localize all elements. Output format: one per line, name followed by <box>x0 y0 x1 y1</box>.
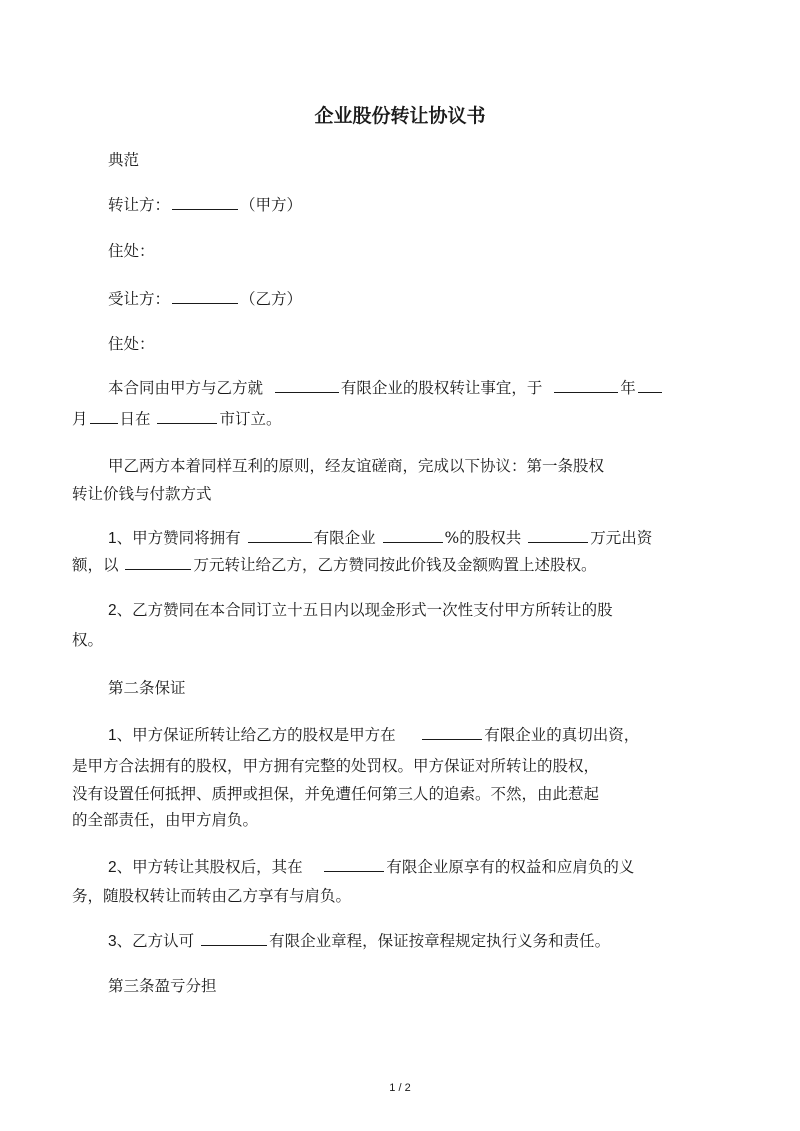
transferee-blank <box>172 288 238 304</box>
clause-text: 乙方赞同在本合同订立十五日内以现金形式一次性支付甲方所转让的股 <box>132 601 613 619</box>
day-blank <box>90 408 118 424</box>
art2-item2-line-2: 务，随股权转让而转由乙方享有与肩负。 <box>72 887 352 905</box>
transferor-address: 住处： <box>108 242 155 260</box>
company-blank <box>275 377 339 393</box>
item-number: 2、 <box>108 602 133 619</box>
consult-line-1: 甲乙两方本着同样互利的原则，经友谊磋商，完成以下协议：第一条股权 <box>108 457 605 475</box>
company-blank <box>422 724 482 740</box>
clause-text: 乙方认可 <box>132 932 195 950</box>
clause-text: 甲方转让其股权后，其在 <box>132 858 303 876</box>
consult-line-2: 转让价钱与付款方式 <box>72 485 212 503</box>
intro-line-2 <box>72 408 281 429</box>
price-blank <box>125 554 191 570</box>
page-indicator: 1 / 2 <box>389 1082 411 1094</box>
art2-item1-line-2: 是甲方合法拥有的股权，甲方拥有完整的处罚权。甲方保证对所转让的股权， <box>72 757 600 775</box>
article-3-heading: 第三条盈亏分担 <box>108 977 217 995</box>
article-2-heading: 第二条保证 <box>108 679 186 697</box>
intro-text: 本合同由甲方与乙方就 <box>108 379 264 397</box>
company-blank <box>248 527 312 543</box>
item-number: 3、 <box>108 933 133 950</box>
transferor-blank <box>172 194 238 210</box>
intro-line-1 <box>108 377 664 398</box>
intro-text: 年 <box>620 379 636 397</box>
percent-blank <box>383 527 443 543</box>
transferee-label: 受让方： <box>108 290 171 308</box>
clause-text: %的股权共 <box>444 529 522 547</box>
art1-item1-line-2 <box>72 554 596 575</box>
clause-text: 万元出资 <box>590 529 653 547</box>
document-title: 企业股份转让协议书 <box>314 105 486 127</box>
clause-text: 有限企业 <box>313 529 376 547</box>
clause-text: 甲方保证所转让给乙方的股权是甲方在 <box>132 726 396 744</box>
art1-item1-line-1 <box>108 527 652 549</box>
subtitle: 典范 <box>108 151 140 169</box>
company-blank <box>324 856 384 872</box>
year-blank <box>554 377 618 393</box>
art1-item2-line-2: 权。 <box>72 631 104 649</box>
art2-item1-line-4: 的全部责任，由甲方肩负。 <box>72 811 259 829</box>
art2-item3-line <box>108 930 610 952</box>
clause-text: 有限企业章程，保证按章程规定执行义务和责任。 <box>269 932 611 950</box>
transferor-line <box>108 194 302 215</box>
intro-text: 月 <box>72 410 88 428</box>
party-b-suffix: （乙方） <box>240 290 303 308</box>
intro-text: 市订立。 <box>219 410 282 428</box>
transferor-label: 转让方： <box>108 196 171 214</box>
item-number: 2、 <box>108 859 133 876</box>
clause-text: 甲方赞同将拥有 <box>132 529 241 547</box>
city-blank <box>157 408 217 424</box>
party-a-suffix: （甲方） <box>240 196 303 214</box>
clause-text: 有限企业的真切出资， <box>484 726 640 744</box>
item-number: 1、 <box>108 530 133 547</box>
art2-item2-line-1 <box>108 856 634 878</box>
art2-item1-line-3: 没有设置任何抵押、质押或担保，并免遭任何第三人的追索。不然，由此惹起 <box>72 785 600 803</box>
transferee-address: 住处： <box>108 335 155 353</box>
intro-text: 日在 <box>119 410 151 428</box>
clause-text: 有限企业原享有的权益和应肩负的义 <box>386 858 635 876</box>
item-number: 1、 <box>108 727 133 744</box>
clause-text: 额，以 <box>72 556 119 574</box>
clause-text: 万元转让给乙方，乙方赞同按此价钱及金额购置上述股权。 <box>193 556 597 574</box>
transferee-line <box>108 288 302 309</box>
art1-item2-line-1 <box>108 600 613 621</box>
month-blank <box>638 377 662 393</box>
company-blank <box>201 930 267 946</box>
intro-text: 有限企业的股权转让事宜，于 <box>340 379 543 397</box>
art2-item1-line-1 <box>108 724 639 746</box>
capital-blank <box>528 527 588 543</box>
